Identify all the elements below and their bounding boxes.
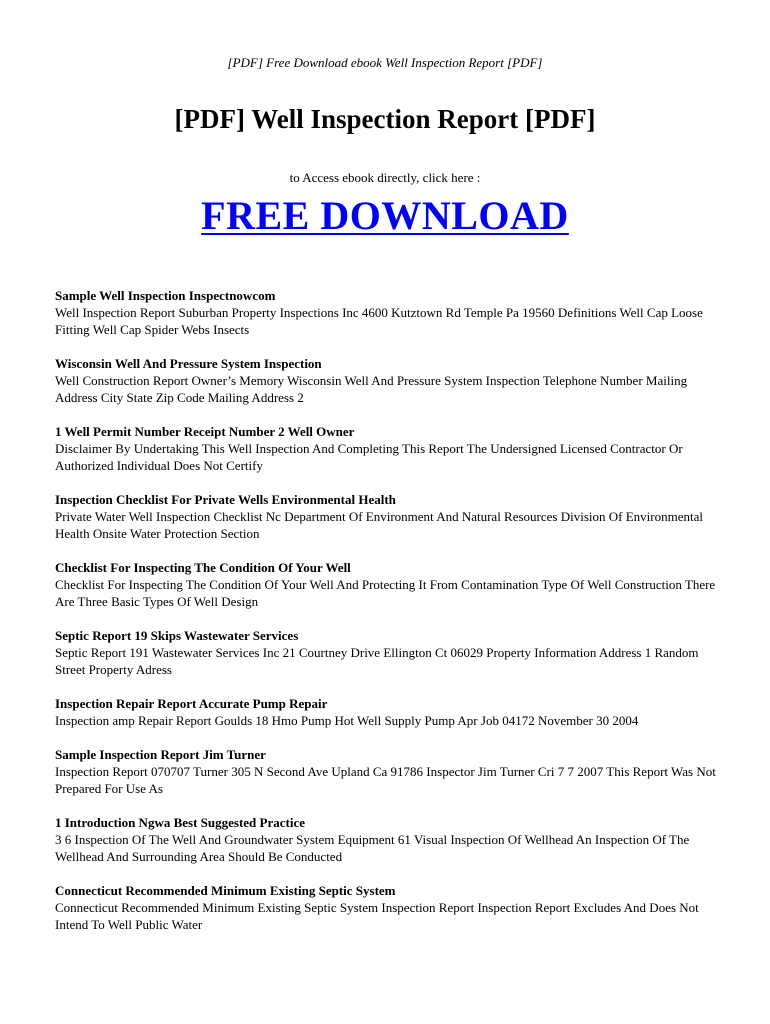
list-item (55, 423, 720, 474)
entry-title: Checklist For Inspecting The Condition Of Your Well (55, 560, 351, 575)
entry-title: Wisconsin Well And Pressure System Inspection (55, 356, 322, 371)
entry-title: Inspection Repair Report Accurate Pump Repair (55, 696, 328, 711)
list-item (55, 882, 720, 933)
entry-description: Inspection amp Repair Report Goulds 18 Hmo Pump Hot Well Supply Pump Apr Job 04172 November 30 2004 (55, 713, 639, 728)
list-item (55, 491, 720, 542)
entry-description: Inspection Report 070707 Turner 305 N Second Ave Upland Ca 91786 Inspector Jim Turner Cri 7 7 2007 This Report Was Not Prepared For Use As (55, 764, 716, 796)
access-instruction: to Access ebook directly, click here : (289, 170, 481, 185)
entry-title: Sample Well Inspection Inspectnowcom (55, 288, 276, 303)
entry-description: Well Construction Report Owner’s Memory Wisconsin Well And Pressure System Inspection Telephone Number Mailing Address City State Zip Code Mailing Address 2 (55, 373, 688, 405)
entry-title: 1 Well Permit Number Receipt Number 2 Well Owner (55, 424, 355, 439)
entry-title: 1 Introduction Ngwa Best Suggested Practice (55, 815, 305, 830)
list-item (55, 746, 720, 797)
entry-description: Connecticut Recommended Minimum Existing Septic System Inspection Report Inspection Report Excludes And Does Not Intend To Well Public Water (55, 900, 699, 932)
list-item (55, 695, 720, 729)
free-download-link[interactable]: FREE DOWNLOAD (201, 193, 569, 238)
entry-title: Sample Inspection Report Jim Turner (55, 747, 266, 762)
list-item (55, 627, 720, 678)
entry-title: Connecticut Recommended Minimum Existing Septic System (55, 883, 396, 898)
header-line: [PDF] Free Download ebook Well Inspection Report [PDF] (227, 55, 543, 70)
entry-description: Checklist For Inspecting The Condition Of Your Well And Protecting It From Contamination Type Of Well Construction There Are Three Basic Types Of Well Design (55, 577, 716, 609)
entry-description: 3 6 Inspection Of The Well And Groundwater System Equipment 61 Visual Inspection Of Wellhead An Inspection Of The Wellhead And Surrounding Area Should Be Conducted (55, 832, 690, 864)
list-item (55, 814, 720, 865)
list-item (55, 355, 720, 406)
entry-title: Inspection Checklist For Private Wells Environmental Health (55, 492, 396, 507)
entry-title: Septic Report 19 Skips Wastewater Services (55, 628, 299, 643)
entry-list (55, 287, 720, 950)
entry-description: Disclaimer By Undertaking This Well Inspection And Completing This Report The Undersigned Licensed Contractor Or Authorized Individual Does Not Certify (55, 441, 683, 473)
entry-description: Septic Report 191 Wastewater Services Inc 21 Courtney Drive Ellington Ct 06029 Property Information Address 1 Random Street Property Adress (55, 645, 699, 677)
entry-description: Well Inspection Report Suburban Property Inspections Inc 4600 Kutztown Rd Temple Pa 19560 Definitions Well Cap Loose Fitting Well Cap Spider Webs Insects (55, 305, 703, 337)
entry-description: Private Water Well Inspection Checklist Nc Department Of Environment And Natural Resources Division Of Environmental Health Onsite Water Protection Section (55, 509, 703, 541)
document-title: [PDF] Well Inspection Report [PDF] (174, 104, 596, 134)
list-item (55, 287, 720, 338)
list-item (55, 559, 720, 610)
